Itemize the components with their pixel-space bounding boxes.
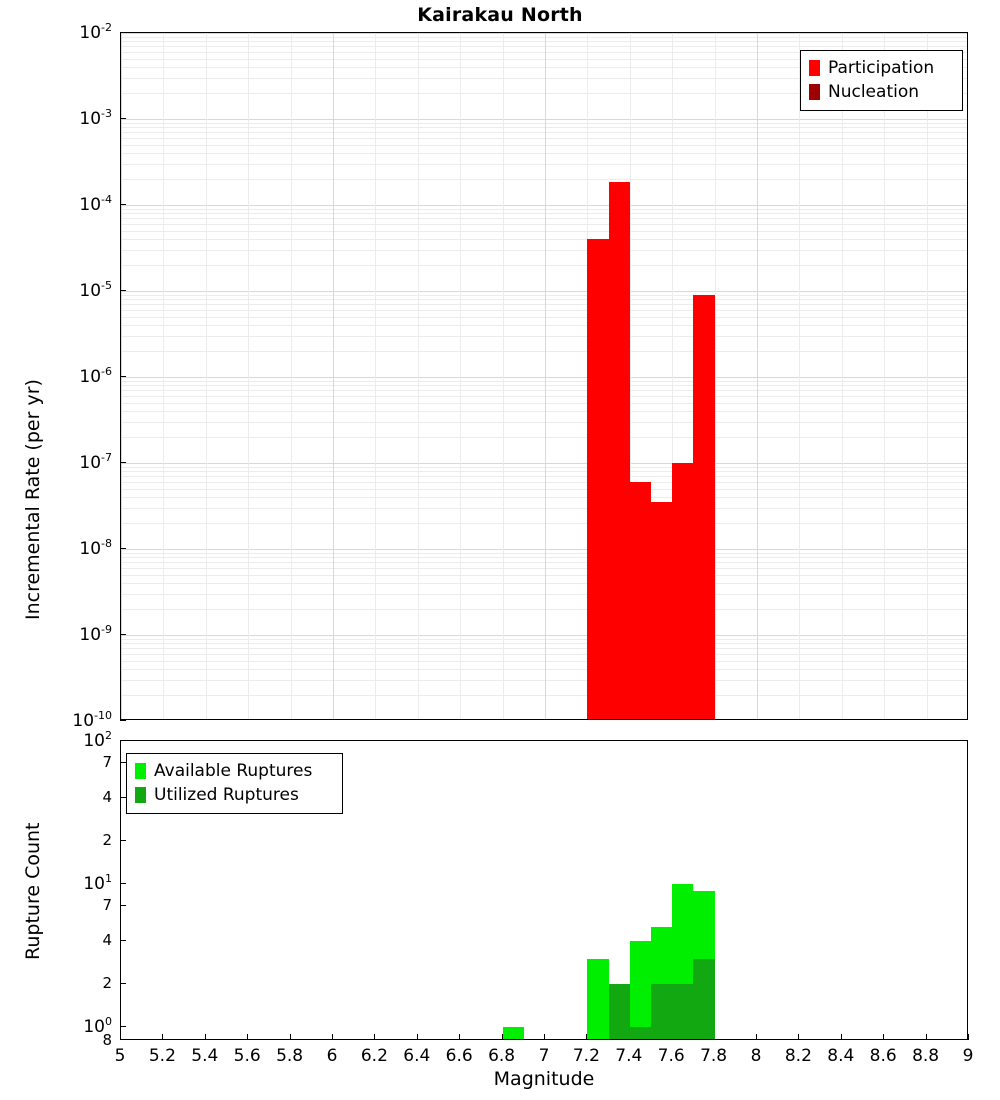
y-tickmark xyxy=(120,720,126,721)
y-tick-label: 7 xyxy=(102,753,112,772)
x-tickmark xyxy=(374,1034,375,1040)
legend-label-utilized-ruptures: Utilized Ruptures xyxy=(154,785,299,805)
y-tick-label: 7 xyxy=(102,896,112,915)
y-tick-label: $10^{-10}$ xyxy=(72,709,112,731)
y-tickmark xyxy=(120,905,126,906)
x-tickmark xyxy=(756,1034,757,1040)
y-tickmark xyxy=(120,740,126,741)
x-tickmark xyxy=(544,1034,545,1040)
x-tick-label: 5.8 xyxy=(276,1046,304,1066)
x-tick-label: 8.4 xyxy=(827,1046,855,1066)
y-tick-label: $10^{-5}$ xyxy=(79,279,112,301)
x-tickmark xyxy=(247,1034,248,1040)
y-tickmark xyxy=(120,840,126,841)
y-tickmark xyxy=(120,634,126,635)
y-tickmark xyxy=(120,762,126,763)
y-tick-label: $10^{-6}$ xyxy=(79,365,112,387)
legend-label-nucleation: Nucleation xyxy=(828,82,920,102)
bar-utilized-ruptures-7.6 xyxy=(672,984,693,1039)
x-tick-label: 9 xyxy=(962,1046,974,1066)
x-tickmark xyxy=(798,1034,799,1040)
x-tick-label: 5.2 xyxy=(148,1046,176,1066)
x-tick-label: 7.4 xyxy=(615,1046,643,1066)
x-tick-label: 7 xyxy=(538,1046,550,1066)
bar-utilized-ruptures-7.7 xyxy=(693,959,714,1039)
x-tick-label: 6.4 xyxy=(403,1046,431,1066)
x-tickmark xyxy=(162,1034,163,1040)
y-tick-label: $10^1$ xyxy=(83,872,112,894)
y-tickmark xyxy=(120,118,126,119)
y-tick-label: $10^0$ xyxy=(83,1015,112,1037)
x-tickmark xyxy=(926,1034,927,1040)
x-tick-label: 6.6 xyxy=(445,1046,473,1066)
x-tick-label: 6.8 xyxy=(488,1046,516,1066)
y-tickmark xyxy=(120,940,126,941)
x-tick-label: 8.8 xyxy=(912,1046,940,1066)
x-tick-label: 5.6 xyxy=(233,1046,261,1066)
x-tick-label: 5.4 xyxy=(191,1046,219,1066)
x-tickmark xyxy=(841,1034,842,1040)
x-tickmark xyxy=(205,1034,206,1040)
bar-utilized-ruptures-7.3 xyxy=(609,984,630,1039)
x-tick-label: 7.2 xyxy=(572,1046,600,1066)
y-tickmark xyxy=(120,1026,126,1027)
x-tick-label: 7.6 xyxy=(657,1046,685,1066)
y-tick-label: $10^2$ xyxy=(83,729,112,751)
y-tick-label: $10^{-2}$ xyxy=(79,21,112,43)
y-tick-label: 4 xyxy=(102,931,112,949)
x-tick-label: 6.2 xyxy=(360,1046,388,1066)
y-tick-label: 4 xyxy=(102,787,112,806)
x-tickmark xyxy=(459,1034,460,1040)
y-tick-label: 2 xyxy=(102,831,112,849)
bar-available-ruptures-6.8 xyxy=(503,1027,524,1039)
y-tick-label: 2 xyxy=(102,974,112,993)
page-title: Kairakau North xyxy=(417,4,583,26)
y-tickmark xyxy=(120,883,126,884)
x-tickmark xyxy=(120,1034,121,1040)
x-tick-label: 5 xyxy=(114,1046,126,1066)
x-axis-label: Magnitude xyxy=(493,1068,595,1090)
y-tickmark xyxy=(120,462,126,463)
y-tickmark xyxy=(120,983,126,984)
y-tickmark xyxy=(120,376,126,377)
y-tick-label: $10^{-7}$ xyxy=(79,451,112,473)
legend-label-participation: Participation xyxy=(828,58,935,78)
x-tickmark xyxy=(332,1034,333,1040)
bar-utilized-ruptures-7.4 xyxy=(630,1027,651,1039)
y-axis-label-rate: Incremental Rate (per yr) xyxy=(22,379,44,620)
bar-available-ruptures-7.4 xyxy=(630,941,651,1039)
y-tickmark xyxy=(120,290,126,291)
y-tickmark xyxy=(120,204,126,205)
x-tick-label: 8 xyxy=(750,1046,762,1066)
y-tickmark xyxy=(120,548,126,549)
x-tickmark xyxy=(290,1034,291,1040)
x-tick-label: 8.6 xyxy=(869,1046,897,1066)
y-tick-label: $10^{-4}$ xyxy=(79,193,112,215)
legend-label-available-ruptures: Available Ruptures xyxy=(154,761,313,781)
y-tick-label: 8 xyxy=(102,1031,112,1049)
y-axis-label-count: Rupture Count xyxy=(22,822,44,960)
x-tick-label: 7.8 xyxy=(700,1046,728,1066)
y-tick-label: $10^{-9}$ xyxy=(79,623,112,645)
bar-available-ruptures-7.2 xyxy=(587,959,608,1039)
y-tickmark xyxy=(120,797,126,798)
x-tickmark xyxy=(417,1034,418,1040)
x-tickmark xyxy=(968,1034,969,1040)
bar-utilized-ruptures-7.5 xyxy=(651,984,672,1039)
y-tick-label: $10^{-8}$ xyxy=(79,537,112,559)
x-tick-label: 8.2 xyxy=(784,1046,812,1066)
x-tickmark xyxy=(883,1034,884,1040)
y-tickmark xyxy=(120,32,126,33)
x-tick-label: 6 xyxy=(326,1046,338,1066)
y-tick-label: $10^{-3}$ xyxy=(79,107,112,129)
